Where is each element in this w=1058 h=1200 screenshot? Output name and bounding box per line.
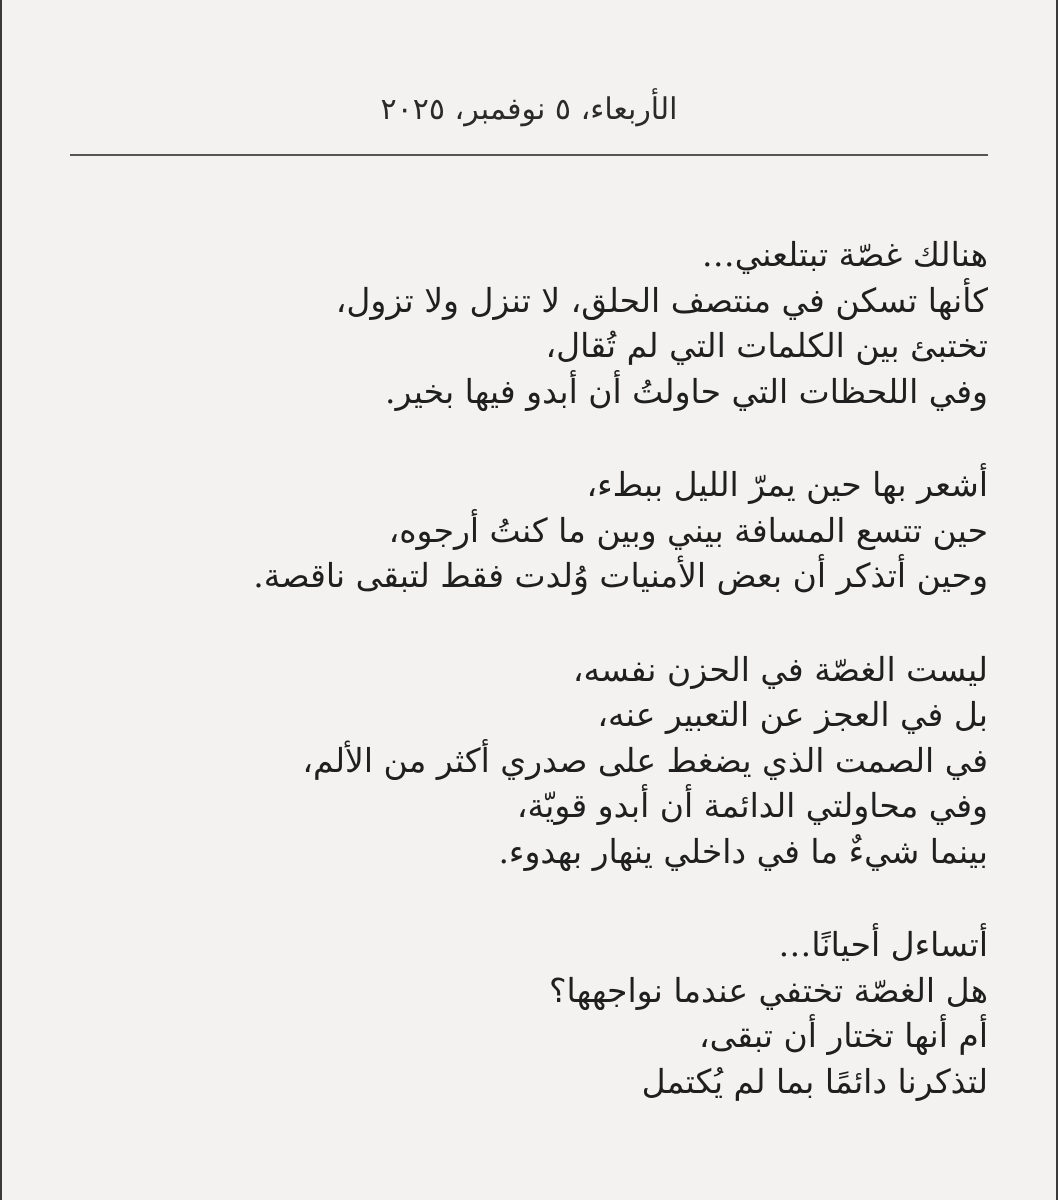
poem-line: لتذكرنا دائمًا بما لم يُكتمل	[641, 1061, 988, 1101]
poem-line: هل الغصّة تختفي عندما نواجهها؟	[549, 970, 988, 1010]
date-header: الأربعاء، ٥ نوفمبر، ٢٠٢٥	[380, 92, 678, 127]
stanza-4	[70, 922, 988, 1104]
poem-line: كأنها تسكن في منتصف الحلق، لا تنزل ولا تزول،	[335, 280, 988, 320]
poem-line: تختبئ بين الكلمات التي لم تُقال،	[545, 326, 988, 365]
poem-line: ليست الغصّة في الحزن نفسه،	[572, 649, 988, 689]
poem-line: وفي محاولتي الدائمة أن أبدو قويّة،	[516, 786, 988, 825]
poem-line: في الصمت الذي يضغط على صدري أكثر من الألم،	[302, 740, 988, 780]
poem-line: أتساءل أحيانًا…	[778, 925, 988, 964]
stanza-3	[70, 647, 988, 875]
poem-line: بينما شيءٌ ما في داخلي ينهار بهدوء.	[498, 831, 988, 871]
poem-line: أم أنها تختار أن تبقى،	[698, 1016, 988, 1055]
stanza-2	[70, 462, 988, 599]
stanza-1	[70, 232, 988, 414]
poem-body	[70, 232, 988, 1152]
header-divider	[70, 154, 988, 156]
poem-line: وحين أتذكر أن بعض الأمنيات وُلدت فقط لتبقى ناقصة.	[253, 556, 988, 595]
poem-line: حين تتسع المسافة بيني وبين ما كنتُ أرجوه،	[388, 510, 988, 550]
poem-line: بل في العجز عن التعبير عنه،	[597, 695, 988, 734]
left-border	[0, 0, 2, 1200]
poem-line: هنالك غصّة تبتلعني…	[701, 235, 988, 274]
poem-line: أشعر بها حين يمرّ الليل ببطء،	[586, 465, 988, 504]
poem-line: وفي اللحظات التي حاولتُ أن أبدو فيها بخير.	[385, 371, 988, 411]
